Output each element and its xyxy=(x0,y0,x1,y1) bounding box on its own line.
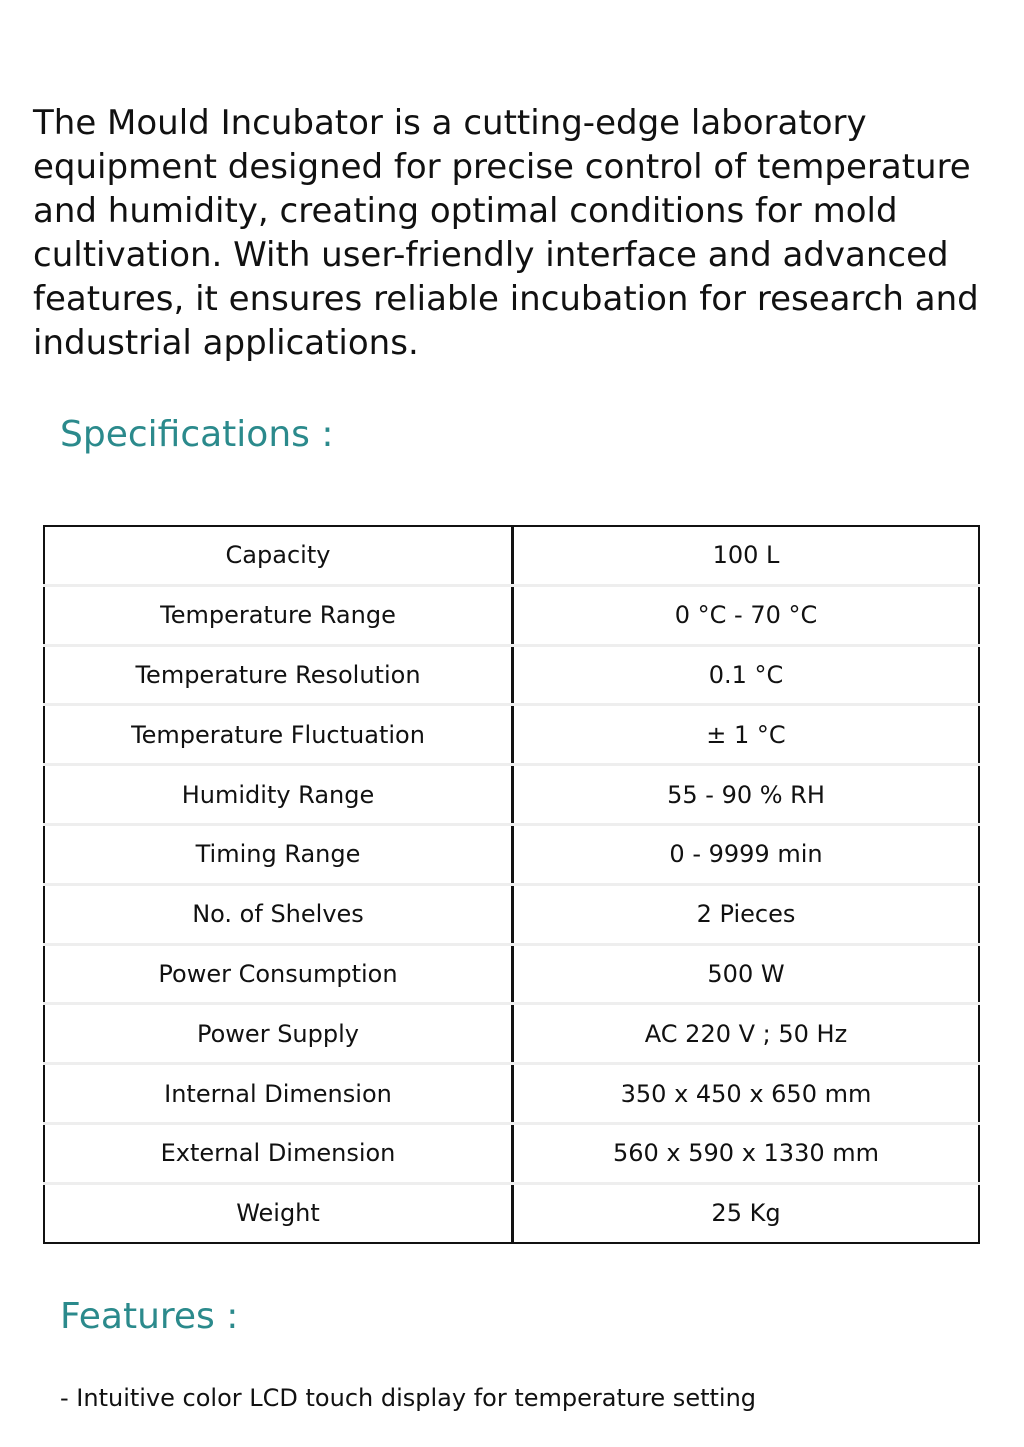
table-row xyxy=(44,884,979,944)
table-row xyxy=(44,765,979,825)
table-row xyxy=(44,824,979,884)
table-row xyxy=(44,1123,979,1183)
spec-value: ± 1 °C xyxy=(513,705,980,765)
features-heading: Features : xyxy=(60,1296,239,1337)
specifications-heading: Specifications : xyxy=(60,414,334,455)
table-row xyxy=(44,526,979,585)
spec-value: 350 x 450 x 650 mm xyxy=(513,1064,980,1124)
table-row xyxy=(44,705,979,765)
spec-label: Temperature Resolution xyxy=(44,645,513,705)
table-row xyxy=(44,944,979,1004)
list-item: - Intuitive color LCD touch display for temperature setting xyxy=(60,1384,757,1412)
intro-line: industrial applications. xyxy=(33,323,419,363)
spec-value: AC 220 V ; 50 Hz xyxy=(513,1004,980,1064)
spec-label: Weight xyxy=(44,1183,513,1242)
spec-label: Humidity Range xyxy=(44,765,513,825)
spec-value: 0 - 9999 min xyxy=(513,824,980,884)
spec-label: Capacity xyxy=(44,526,513,585)
spec-label: Temperature Range xyxy=(44,585,513,645)
spec-label: External Dimension xyxy=(44,1123,513,1183)
spec-value: 500 W xyxy=(513,944,980,1004)
spec-label: Power Supply xyxy=(44,1004,513,1064)
specifications-table xyxy=(43,525,980,1244)
spec-label: No. of Shelves xyxy=(44,884,513,944)
spec-label: Internal Dimension xyxy=(44,1064,513,1124)
table-row xyxy=(44,645,979,705)
spec-value: 0.1 °C xyxy=(513,645,980,705)
intro-line: features, it ensures reliable incubation for research and xyxy=(33,279,979,319)
table-row xyxy=(44,585,979,645)
spec-value: 560 x 590 x 1330 mm xyxy=(513,1123,980,1183)
spec-value: 25 Kg xyxy=(711,1199,781,1228)
spec-value: 2 Pieces xyxy=(513,884,980,944)
table-row xyxy=(44,1064,979,1124)
intro-line: cultivation. With user-friendly interface and advanced xyxy=(33,235,949,275)
intro-line: and humidity, creating optimal conditions for mold xyxy=(33,191,898,231)
spec-label: Temperature Fluctuation xyxy=(44,705,513,765)
spec-label: Power Consumption xyxy=(44,944,513,1004)
spec-value: 100 L xyxy=(513,526,980,585)
spec-value: 0 °C - 70 °C xyxy=(513,585,980,645)
spec-label: Timing Range xyxy=(44,824,513,884)
intro-line: equipment designed for precise control of temperature xyxy=(33,147,971,187)
spec-value: 55 - 90 % RH xyxy=(513,765,980,825)
table-row xyxy=(44,1004,979,1064)
table-row xyxy=(44,1183,979,1242)
intro-paragraph xyxy=(33,101,1008,365)
intro-line: The Mould Incubator is a cutting-edge laboratory xyxy=(33,103,867,143)
features-list xyxy=(60,1380,756,1416)
